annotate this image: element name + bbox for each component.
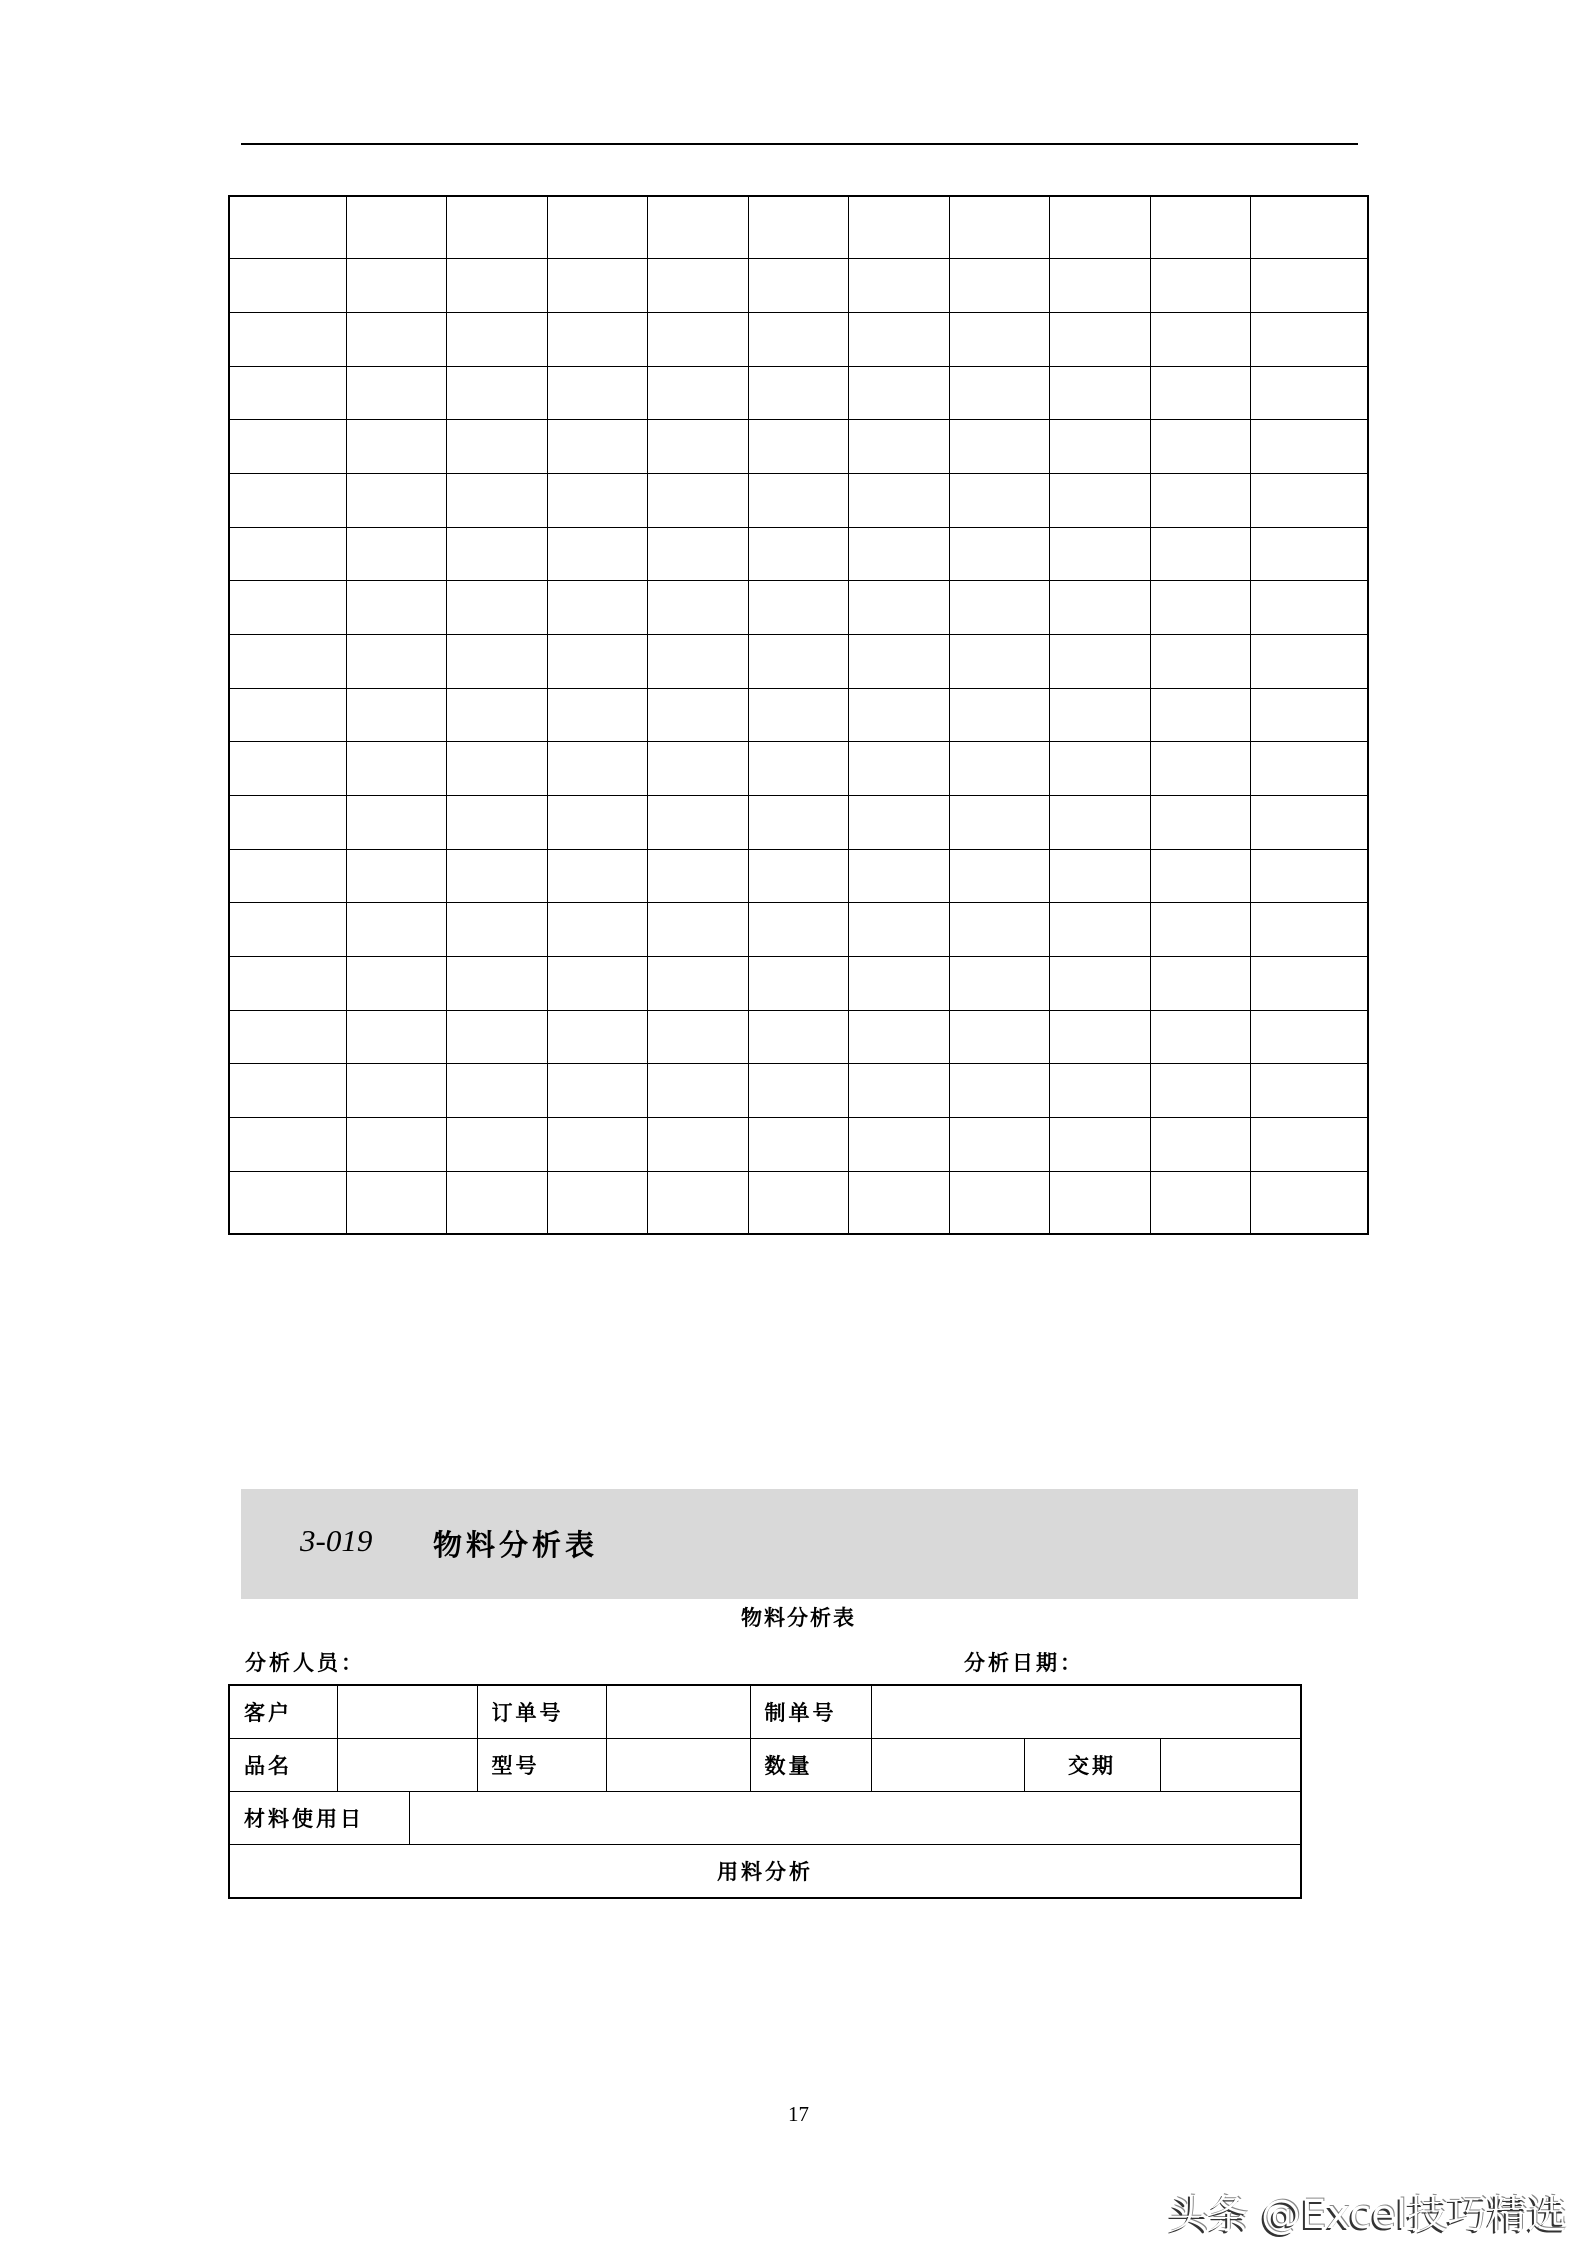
grid-cell[interactable] [547,688,648,742]
grid-cell[interactable] [229,1010,346,1064]
grid-cell[interactable] [748,688,849,742]
grid-cell[interactable] [346,312,447,366]
grid-cell[interactable] [648,849,749,903]
grid-cell[interactable] [648,196,749,259]
grid-cell[interactable] [547,196,648,259]
grid-cell[interactable] [1050,196,1151,259]
section-number: 3-019 [300,1523,373,1558]
grid-cell[interactable] [949,849,1050,903]
grid-cell[interactable] [229,259,346,313]
grid-cell[interactable] [648,1010,749,1064]
grid-cell[interactable] [748,903,849,957]
product-name-field[interactable] [337,1739,477,1792]
grid-cell[interactable] [1150,634,1251,688]
grid-cell[interactable] [1050,527,1151,581]
analyst-label: 分析人员： [245,1651,365,1675]
grid-cell[interactable] [547,957,648,1011]
grid-cell[interactable] [949,366,1050,420]
grid-cell[interactable] [1050,742,1151,796]
grid-cell[interactable] [849,1171,950,1234]
form-row [229,1792,1301,1845]
grid-cell[interactable] [1050,957,1151,1011]
grid-cell[interactable] [849,903,950,957]
grid-cell[interactable] [648,903,749,957]
grid-cell[interactable] [346,688,447,742]
grid-cell[interactable] [849,742,950,796]
grid-row [229,903,1368,957]
quantity-field[interactable] [871,1739,1024,1792]
grid-cell[interactable] [1050,473,1151,527]
grid-cell[interactable] [346,581,447,635]
customer-label: 客户 [229,1685,337,1739]
form-row [229,1685,1301,1739]
grid-cell[interactable] [1150,196,1251,259]
grid-cell[interactable] [229,796,346,850]
grid-cell[interactable] [547,742,648,796]
model-field[interactable] [606,1739,750,1792]
grid-cell[interactable] [447,1010,548,1064]
delivery-field[interactable] [1160,1739,1301,1792]
blank-grid-table [228,195,1369,1235]
grid-cell[interactable] [949,259,1050,313]
grid-cell[interactable] [346,259,447,313]
grid-cell[interactable] [1050,366,1151,420]
grid-cell[interactable] [849,849,950,903]
grid-cell[interactable] [748,259,849,313]
grid-cell[interactable] [346,1171,447,1234]
grid-cell[interactable] [1150,1171,1251,1234]
section-header [241,1489,1358,1599]
grid-cell[interactable] [849,473,950,527]
grid-cell[interactable] [949,1171,1050,1234]
grid-cell[interactable] [648,473,749,527]
grid-cell[interactable] [748,742,849,796]
grid-cell[interactable] [447,259,548,313]
grid-cell[interactable] [1251,196,1368,259]
grid-row [229,1171,1368,1234]
grid-cell[interactable] [1150,688,1251,742]
grid-cell[interactable] [1251,473,1368,527]
grid-cell[interactable] [849,527,950,581]
material-date-field[interactable] [409,1792,1301,1845]
grid-cell[interactable] [229,581,346,635]
grid-cell[interactable] [447,312,548,366]
grid-cell[interactable] [447,796,548,850]
grid-cell[interactable] [1251,581,1368,635]
grid-cell[interactable] [229,473,346,527]
grid-cell[interactable] [748,420,849,474]
grid-cell[interactable] [849,634,950,688]
grid-row [229,796,1368,850]
grid-cell[interactable] [447,634,548,688]
grid-cell[interactable] [648,581,749,635]
grid-cell[interactable] [1251,1064,1368,1118]
form-row [229,1845,1301,1899]
grid-cell[interactable] [1050,1118,1151,1172]
grid-cell[interactable] [748,196,849,259]
grid-cell[interactable] [1150,957,1251,1011]
grid-cell[interactable] [229,1171,346,1234]
customer-field[interactable] [337,1685,477,1739]
grid-cell[interactable] [346,849,447,903]
grid-cell[interactable] [1150,581,1251,635]
grid-cell[interactable] [229,196,346,259]
order-no-label: 订单号 [477,1685,606,1739]
grid-cell[interactable] [447,420,548,474]
grid-cell[interactable] [346,796,447,850]
grid-cell[interactable] [748,634,849,688]
grid-cell[interactable] [648,688,749,742]
grid-cell[interactable] [1050,1010,1151,1064]
grid-cell[interactable] [1150,742,1251,796]
grid-cell[interactable] [1150,1064,1251,1118]
grid-cell[interactable] [648,742,749,796]
grid-row [229,688,1368,742]
grid-cell[interactable] [1251,849,1368,903]
usage-analysis-header: 用料分析 [229,1845,1301,1899]
material-analysis-form [228,1684,1302,1899]
grid-cell[interactable] [648,527,749,581]
grid-cell[interactable] [949,196,1050,259]
grid-cell[interactable] [1150,527,1251,581]
grid-cell[interactable] [346,1064,447,1118]
grid-cell[interactable] [547,634,648,688]
grid-row [229,849,1368,903]
grid-cell[interactable] [748,1118,849,1172]
product-name-label: 品名 [229,1739,337,1792]
grid-cell[interactable] [748,473,849,527]
grid-cell[interactable] [346,366,447,420]
grid-cell[interactable] [346,196,447,259]
grid-cell[interactable] [229,1064,346,1118]
grid-cell[interactable] [447,366,548,420]
grid-cell[interactable] [849,688,950,742]
grid-cell[interactable] [748,1064,849,1118]
grid-cell[interactable] [1251,903,1368,957]
grid-row [229,473,1368,527]
grid-cell[interactable] [1150,366,1251,420]
grid-cell[interactable] [346,420,447,474]
grid-cell[interactable] [748,1171,849,1234]
grid-cell[interactable] [949,957,1050,1011]
grid-cell[interactable] [547,903,648,957]
grid-cell[interactable] [447,903,548,957]
grid-cell[interactable] [346,634,447,688]
grid-cell[interactable] [1150,259,1251,313]
grid-cell[interactable] [1150,903,1251,957]
grid-row [229,420,1368,474]
grid-cell[interactable] [648,796,749,850]
grid-cell[interactable] [1050,688,1151,742]
grid-cell[interactable] [547,366,648,420]
grid-cell[interactable] [1251,1171,1368,1234]
grid-cell[interactable] [1050,259,1151,313]
grid-cell[interactable] [229,903,346,957]
grid-cell[interactable] [1251,957,1368,1011]
grid-cell[interactable] [1050,420,1151,474]
grid-cell[interactable] [346,473,447,527]
grid-cell[interactable] [1150,312,1251,366]
grid-cell[interactable] [1251,634,1368,688]
model-label: 型号 [477,1739,606,1792]
grid-cell[interactable] [229,849,346,903]
grid-cell[interactable] [547,473,648,527]
grid-cell[interactable] [949,420,1050,474]
grid-cell[interactable] [849,796,950,850]
grid-cell[interactable] [648,312,749,366]
grid-cell[interactable] [1150,1010,1251,1064]
form-title: 物料分析表 [741,1606,856,1630]
grid-cell[interactable] [1251,527,1368,581]
grid-cell[interactable] [547,1064,648,1118]
grid-cell[interactable] [229,634,346,688]
grid-cell[interactable] [346,957,447,1011]
grid-row [229,742,1368,796]
grid-cell[interactable] [547,581,648,635]
grid-row [229,196,1368,259]
grid-row [229,1010,1368,1064]
analysis-date-label: 分析日期： [964,1651,1084,1675]
grid-cell[interactable] [346,742,447,796]
grid-cell[interactable] [748,366,849,420]
grid-cell[interactable] [1050,849,1151,903]
form-row [229,1739,1301,1792]
grid-cell[interactable] [648,366,749,420]
grid-cell[interactable] [1050,903,1151,957]
grid-cell[interactable] [1251,420,1368,474]
grid-cell[interactable] [447,581,548,635]
grid-cell[interactable] [447,688,548,742]
grid-cell[interactable] [949,473,1050,527]
grid-cell[interactable] [229,420,346,474]
grid-cell[interactable] [1251,1118,1368,1172]
grid-cell[interactable] [849,420,950,474]
grid-cell[interactable] [447,527,548,581]
grid-cell[interactable] [547,527,648,581]
grid-cell[interactable] [346,1010,447,1064]
grid-cell[interactable] [949,1064,1050,1118]
grid-cell[interactable] [547,1171,648,1234]
grid-cell[interactable] [748,312,849,366]
grid-cell[interactable] [229,957,346,1011]
grid-cell[interactable] [1251,1010,1368,1064]
grid-cell[interactable] [547,420,648,474]
grid-cell[interactable] [1050,634,1151,688]
grid-row [229,259,1368,313]
grid-cell[interactable] [648,957,749,1011]
grid-cell[interactable] [648,1171,749,1234]
grid-cell[interactable] [949,742,1050,796]
grid-cell[interactable] [849,312,950,366]
grid-cell[interactable] [346,527,447,581]
grid-cell[interactable] [648,259,749,313]
grid-cell[interactable] [447,473,548,527]
grid-cell[interactable] [1150,420,1251,474]
grid-cell[interactable] [849,366,950,420]
grid-cell[interactable] [949,903,1050,957]
grid-cell[interactable] [949,796,1050,850]
grid-cell[interactable] [949,312,1050,366]
grid-cell[interactable] [849,196,950,259]
material-date-label: 材料使用日 [229,1792,409,1845]
grid-cell[interactable] [346,1118,447,1172]
grid-cell[interactable] [229,366,346,420]
grid-row [229,634,1368,688]
watermark: 头条 @Excel技巧精选 [1168,2192,1567,2238]
grid-row [229,957,1368,1011]
grid-cell[interactable] [1251,688,1368,742]
grid-cell[interactable] [229,742,346,796]
grid-cell[interactable] [1150,473,1251,527]
grid-row [229,1064,1368,1118]
grid-cell[interactable] [748,796,849,850]
section-title: 物料分析表 [433,1528,599,1562]
grid-cell[interactable] [229,312,346,366]
grid-cell[interactable] [648,1064,749,1118]
delivery-label: 交期 [1024,1739,1160,1792]
grid-cell[interactable] [447,849,548,903]
grid-cell[interactable] [229,527,346,581]
grid-cell[interactable] [547,796,648,850]
grid-cell[interactable] [547,1010,648,1064]
grid-cell[interactable] [1050,1171,1151,1234]
grid-cell[interactable] [447,1118,548,1172]
grid-row [229,527,1368,581]
grid-cell[interactable] [1251,742,1368,796]
grid-cell[interactable] [849,259,950,313]
grid-cell[interactable] [1050,1064,1151,1118]
grid-cell[interactable] [547,1118,648,1172]
grid-cell[interactable] [949,581,1050,635]
grid-cell[interactable] [849,1118,950,1172]
grid-cell[interactable] [229,688,346,742]
grid-cell[interactable] [447,1064,548,1118]
grid-cell[interactable] [648,1118,749,1172]
grid-cell[interactable] [1251,796,1368,850]
grid-cell[interactable] [949,1010,1050,1064]
grid-cell[interactable] [1150,849,1251,903]
grid-cell[interactable] [748,957,849,1011]
grid-row [229,581,1368,635]
grid-cell[interactable] [1050,796,1151,850]
grid-cell[interactable] [346,903,447,957]
grid-cell[interactable] [229,1118,346,1172]
grid-cell[interactable] [949,1118,1050,1172]
grid-cell[interactable] [849,957,950,1011]
grid-cell[interactable] [1150,796,1251,850]
order-no-field[interactable] [606,1685,750,1739]
grid-cell[interactable] [447,1171,548,1234]
grid-cell[interactable] [849,581,950,635]
grid-cell[interactable] [1150,1118,1251,1172]
grid-cell[interactable] [949,527,1050,581]
grid-cell[interactable] [949,634,1050,688]
grid-cell[interactable] [1050,581,1151,635]
grid-cell[interactable] [648,420,749,474]
header-rule [241,143,1358,145]
grid-cell[interactable] [849,1064,950,1118]
grid-cell[interactable] [547,312,648,366]
grid-cell[interactable] [447,196,548,259]
grid-row [229,312,1368,366]
grid-cell[interactable] [447,957,548,1011]
doc-no-label: 制单号 [750,1685,871,1739]
quantity-label: 数量 [750,1739,871,1792]
grid-cell[interactable] [1251,259,1368,313]
grid-row [229,1118,1368,1172]
grid-cell[interactable] [1251,366,1368,420]
grid-cell[interactable] [748,1010,849,1064]
doc-no-field[interactable] [871,1685,1301,1739]
grid-cell[interactable] [547,849,648,903]
grid-cell[interactable] [1251,312,1368,366]
grid-cell[interactable] [1050,312,1151,366]
grid-cell[interactable] [849,1010,950,1064]
grid-cell[interactable] [748,527,849,581]
grid-cell[interactable] [949,688,1050,742]
page-number: 17 [788,2102,809,2126]
grid-cell[interactable] [748,581,849,635]
grid-cell[interactable] [648,634,749,688]
grid-row [229,366,1368,420]
grid-cell[interactable] [748,849,849,903]
grid-cell[interactable] [547,259,648,313]
grid-cell[interactable] [447,742,548,796]
